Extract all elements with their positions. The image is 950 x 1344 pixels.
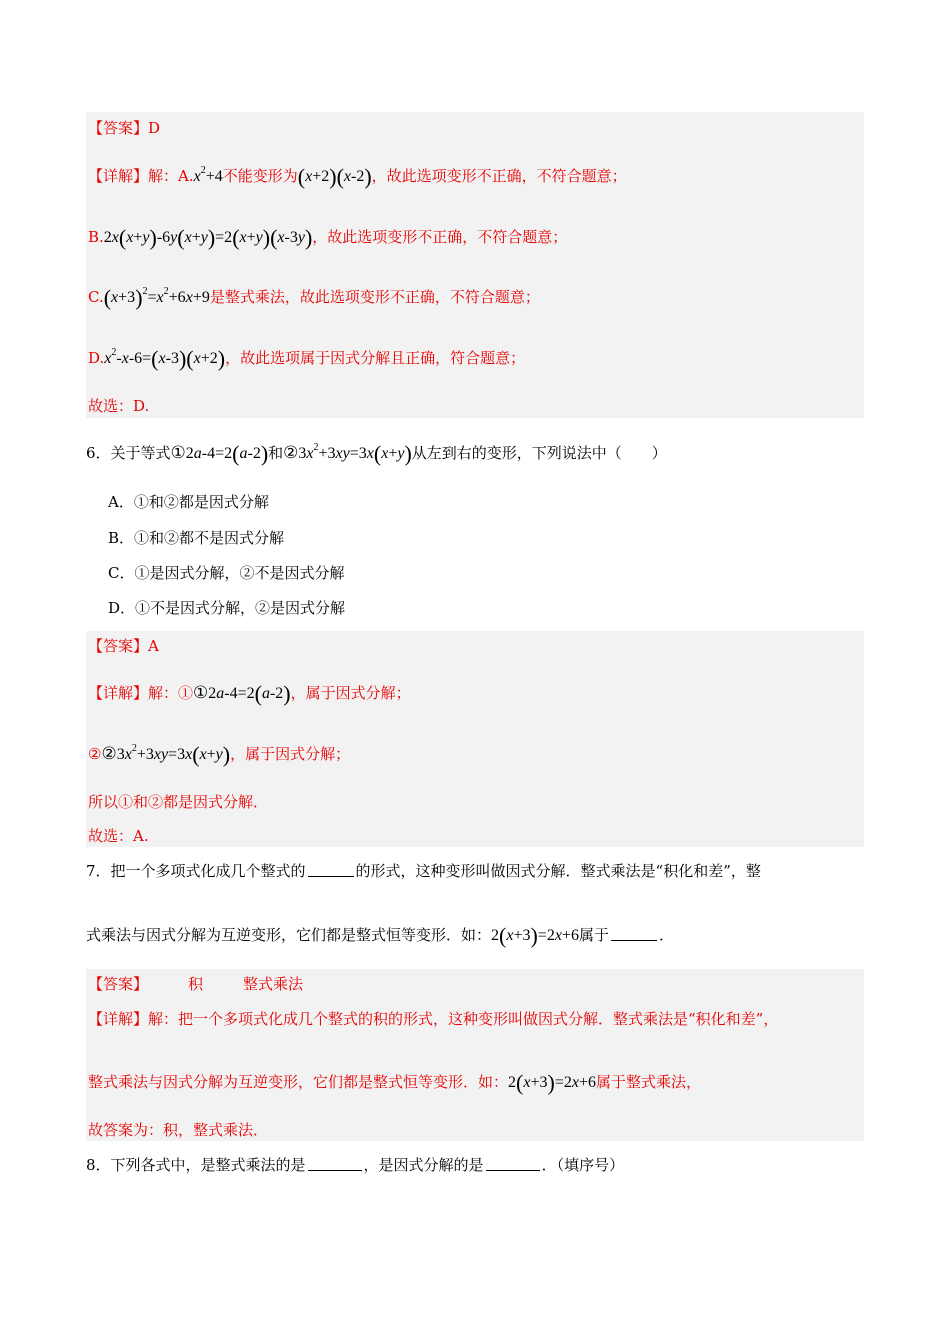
choose-line: 故选：A. [88,827,149,845]
d2-end: ，属于因式分解； [230,745,351,763]
b-end: ，故此选项变形不正确，不符合题意； [312,228,568,246]
q6-option-c: C．①是因式分解，②不是因式分解 [108,564,345,582]
detail-prefix: 【详解】解：A. [88,167,194,185]
d1-end: ，属于因式分解； [290,684,411,702]
q7-line2-b: 属于 [578,926,609,944]
d-end: ，故此选项属于因式分解且正确，符合题意； [225,349,526,367]
detail-line-2 [88,744,350,765]
q8-blank-2[interactable] [486,1156,540,1171]
circle-1: ① [170,443,186,463]
answer-label: 【答案】A [88,637,159,655]
answer-2: 整式乘法 [243,975,304,993]
math-c-expr: $(x+3)^2=x^2+6x+9$ [103,285,210,310]
circle-2: ② [101,744,117,763]
detail-line-a [88,166,627,187]
q7-line2-end: ． [659,926,675,944]
q7-line1-a: 7．把一个多项式化成几个整式的 [86,862,306,880]
math-a-fact: (x+2)(x-2) [297,164,372,189]
q7-blank-1[interactable] [308,862,354,877]
q7-expr: 2(x+3)=2x+6 [491,923,579,948]
question-8 [86,1155,624,1175]
question-7-line-1 [86,861,761,881]
q6-option-b: B．①和②都不是因式分解 [108,529,285,547]
detail-prefix: 【详解】解：① [88,684,194,702]
math-a-expr: $x^2+4$ [193,165,223,185]
q7-line2-a: 式乘法与因式分解为互逆变形，它们都是整式恒等变形．如： [86,926,492,944]
final-line: 故答案为：积，整式乘法． [88,1121,269,1139]
answer-line [88,974,303,994]
detail-line-c [88,287,540,308]
a-tail: 不能变形为 [222,167,298,185]
detail2-b: 属于整式乘法， [595,1073,701,1091]
q6-stem-b: 从左到右的变形，下列说法中（ ） [411,444,667,462]
q8-a: 8．下列各式中，是整式乘法的是 [86,1156,306,1174]
q6-and: 和 [268,444,284,462]
c-end: 是整式乘法，故此选项变形不正确，不符合题意； [209,288,540,306]
detail-expr: 2(x+3)=2x+6 [508,1070,596,1095]
math-eq1: 2a-4=2(a-2) [208,681,291,706]
q6-option-d: D．①不是因式分解，②是因式分解 [108,599,346,617]
circle-2: ② [283,443,299,463]
q8-blank-1[interactable] [308,1156,362,1171]
answer-block-1 [86,112,864,418]
q7-blank-2[interactable] [611,926,657,941]
math-b-expr: 2x(x+y)-6y(x+y)=2(x+y)(x-3y) [103,225,313,250]
detail-line-1: 【详解】解：把一个多项式化成几个整式的积的形式，这种变形叫做因式分解．整式乘法是“积化和差”， [88,1010,779,1028]
detail-line-2 [88,1072,701,1093]
q8-b: ，是因式分解的是 [363,1156,484,1174]
detail2-a: 整式乘法与因式分解为互逆变形，它们都是整式恒等变形．如： [88,1073,509,1091]
answer-block-3 [86,969,864,1141]
answer-label: 【答案】 [88,975,149,993]
answer-block-2 [86,631,864,847]
question-7-line-2 [86,925,674,946]
a-end: ，故此选项变形不正确，不符合题意； [371,167,627,185]
q6-eq1: 2a-4=2(a-2) [185,441,269,466]
q6-stem-a: 6．关于等式 [86,444,171,462]
q6-option-a: A．①和②都是因式分解 [108,493,269,511]
b-prefix: B. [88,228,104,246]
circle-1: ① [193,683,209,702]
detail-line-b [88,227,567,248]
detail-line-d [88,348,525,369]
so-line: 所以①和②都是因式分解． [88,793,269,811]
d2-prefix: ② [88,745,102,763]
answer-label: 【答案】D [88,119,161,137]
question-6-stem [86,443,667,464]
q7-line1-b: 的形式，这种变形叫做因式分解．整式乘法是“积化和差”，整 [355,862,761,880]
choose-line: 故选：D. [88,397,150,415]
q6-eq2: $3x^2+3xy=3x(x+y)$ [298,441,412,466]
d-prefix: D. [88,349,105,367]
math-eq2: $3x^2+3xy=3x(x+y)$ [116,742,231,767]
q8-c: ．（填序号） [541,1156,625,1174]
answer-1: 积 [188,975,204,993]
c-prefix: C. [88,288,104,306]
detail-line-1 [88,683,411,704]
math-d-expr: $x^2-x-6=(x-3)(x+2)$ [104,346,226,371]
